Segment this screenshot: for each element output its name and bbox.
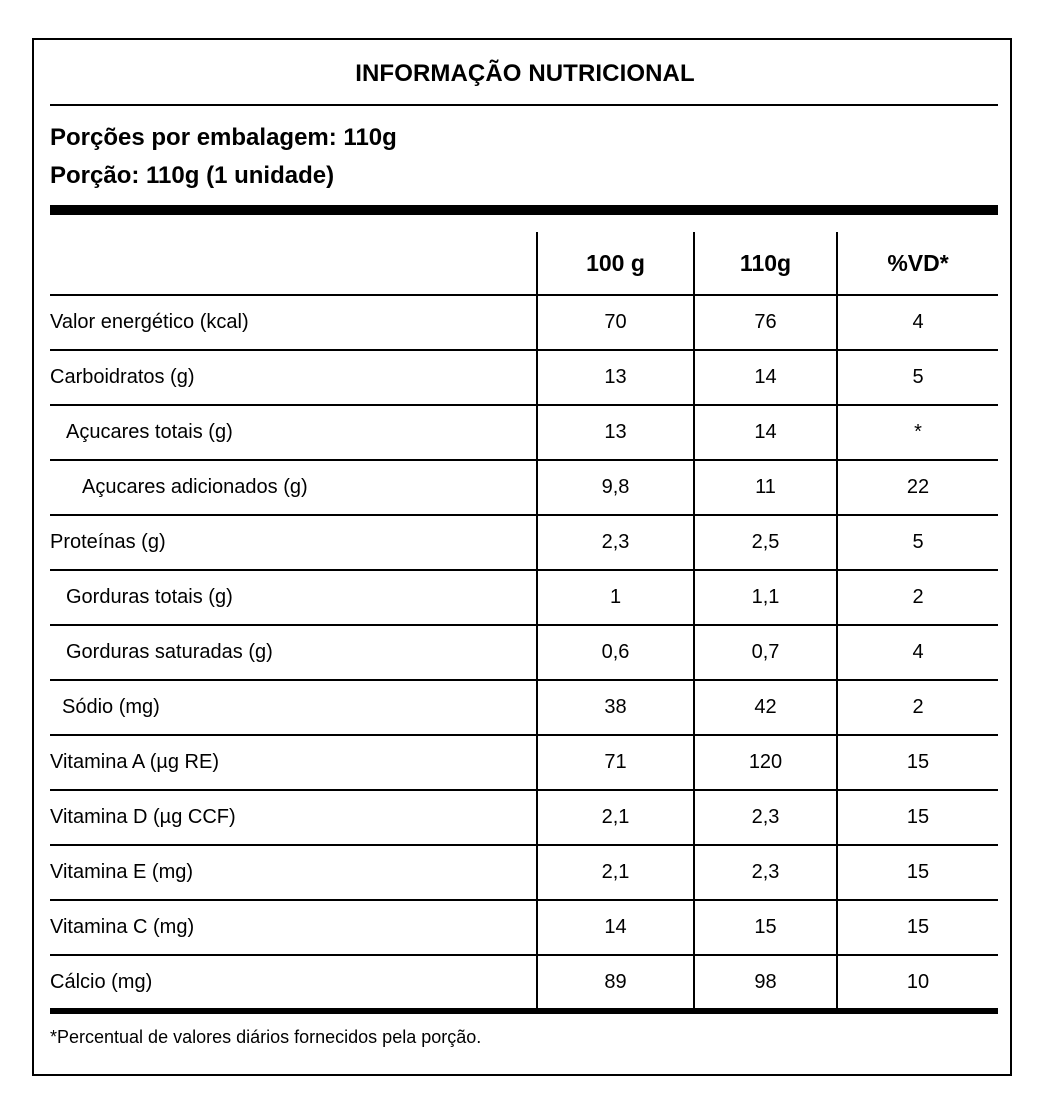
value-per-serving: 98 xyxy=(693,956,836,1008)
value-daily-percent: 4 xyxy=(836,296,998,349)
value-per-100g: 9,8 xyxy=(536,461,693,514)
nutrient-label: Açucares adicionados (g) xyxy=(82,476,308,498)
value-per-serving: 0,7 xyxy=(693,626,836,679)
value-per-100g: 70 xyxy=(536,296,693,349)
value-per-serving: 11 xyxy=(693,461,836,514)
table-row xyxy=(50,296,998,351)
servings-per-package: Porções por embalagem: 110g xyxy=(50,124,397,151)
nutrient-label: Gorduras saturadas (g) xyxy=(66,641,273,663)
nutrient-label: Proteínas (g) xyxy=(50,531,166,553)
value-daily-percent: 15 xyxy=(836,846,998,899)
value-per-100g: 0,6 xyxy=(536,626,693,679)
table-row xyxy=(50,461,998,516)
value-per-serving: 14 xyxy=(693,406,836,459)
value-daily-percent: 10 xyxy=(836,956,998,1008)
table-row xyxy=(50,681,998,736)
value-daily-percent: 2 xyxy=(836,681,998,734)
serving-divider xyxy=(50,205,998,215)
nutrient-label: Sódio (mg) xyxy=(62,696,160,718)
value-daily-percent: 5 xyxy=(836,351,998,404)
table-row xyxy=(50,626,998,681)
nutrient-label: Vitamina E (mg) xyxy=(50,861,194,883)
value-per-serving: 120 xyxy=(693,736,836,789)
value-per-100g: 1 xyxy=(536,571,693,624)
header-per-100g: 100 g xyxy=(536,232,693,294)
value-per-100g: 13 xyxy=(536,351,693,404)
header-per-serving: 110g xyxy=(693,232,836,294)
value-per-serving: 2,5 xyxy=(693,516,836,569)
table-row xyxy=(50,736,998,791)
value-per-serving: 14 xyxy=(693,351,836,404)
value-per-100g: 38 xyxy=(536,681,693,734)
table-header-row xyxy=(50,232,998,296)
table-row xyxy=(50,956,998,1014)
title-divider xyxy=(50,104,998,106)
table-row xyxy=(50,791,998,846)
value-per-100g: 2,3 xyxy=(536,516,693,569)
value-per-100g: 2,1 xyxy=(536,846,693,899)
value-daily-percent: * xyxy=(836,406,998,459)
table-row xyxy=(50,516,998,571)
label-title: INFORMAÇÃO NUTRICIONAL xyxy=(355,60,695,87)
value-daily-percent: 15 xyxy=(836,736,998,789)
header-label-cell xyxy=(50,232,536,294)
daily-value-footnote: *Percentual de valores diários fornecidos pela porção. xyxy=(50,1027,482,1047)
nutrient-label: Açucares totais (g) xyxy=(66,421,233,443)
table-row xyxy=(50,846,998,901)
value-daily-percent: 15 xyxy=(836,901,998,954)
nutrient-label: Vitamina A (µg RE) xyxy=(50,751,220,773)
value-per-100g: 13 xyxy=(536,406,693,459)
value-daily-percent: 22 xyxy=(836,461,998,514)
value-daily-percent: 5 xyxy=(836,516,998,569)
value-per-serving: 2,3 xyxy=(693,791,836,844)
value-daily-percent: 4 xyxy=(836,626,998,679)
nutrient-label: Cálcio (mg) xyxy=(50,970,153,993)
nutrition-table xyxy=(50,232,998,1014)
value-per-serving: 76 xyxy=(693,296,836,349)
table-row xyxy=(50,571,998,626)
value-per-serving: 1,1 xyxy=(693,571,836,624)
nutrient-label: Valor energético (kcal) xyxy=(50,311,249,333)
value-per-serving: 2,3 xyxy=(693,846,836,899)
serving-size: Porção: 110g (1 unidade) xyxy=(50,162,335,189)
value-per-serving: 15 xyxy=(693,901,836,954)
nutrient-label: Vitamina D (µg CCF) xyxy=(50,806,236,828)
value-daily-percent: 2 xyxy=(836,571,998,624)
value-per-100g: 89 xyxy=(536,956,693,1008)
value-per-100g: 14 xyxy=(536,901,693,954)
value-daily-percent: 15 xyxy=(836,791,998,844)
table-row xyxy=(50,901,998,956)
table-row xyxy=(50,406,998,461)
value-per-100g: 71 xyxy=(536,736,693,789)
value-per-serving: 42 xyxy=(693,681,836,734)
nutrient-label: Vitamina C (mg) xyxy=(50,916,195,938)
value-per-100g: 2,1 xyxy=(536,791,693,844)
nutrient-label: Gorduras totais (g) xyxy=(66,586,233,608)
header-daily-value: %VD* xyxy=(836,232,998,294)
table-row xyxy=(50,351,998,406)
nutrient-label: Carboidratos (g) xyxy=(50,366,195,388)
